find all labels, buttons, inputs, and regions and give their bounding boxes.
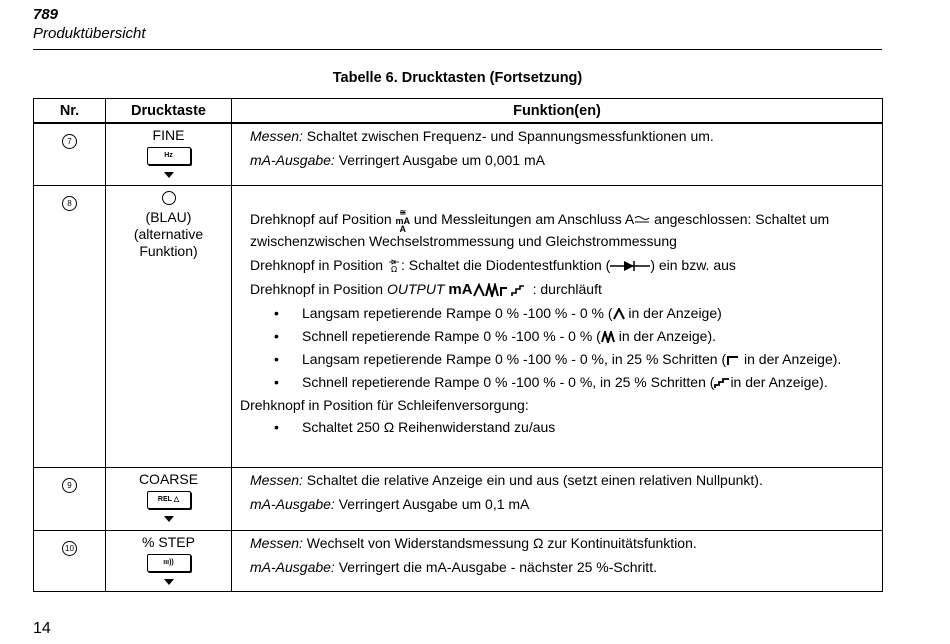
continuity-key-icon: ııı)) [147, 554, 191, 572]
function-line: Messen: Schaltet die relative Anzeige ein und aus (setzt einen relativen Nullpunkt). [250, 471, 763, 488]
item-number: 8 [62, 196, 77, 211]
key-label: (BLAU) [145, 208, 192, 225]
document-subtitle: Produktübersicht [33, 25, 146, 42]
down-arrow-icon [164, 579, 174, 585]
mA-ac-dc-symbol: ≅ mA A [395, 207, 411, 234]
function-line: mA-Ausgabe: Verringert die mA-Ausgabe - nächster 25 %-Schritt. [250, 558, 657, 575]
function-line: Messen: Schaltet zwischen Frequenz- und Spannungsmessfunktionen um. [250, 128, 714, 144]
item-number: 10 [62, 541, 77, 556]
fast-step-icon [714, 377, 730, 389]
key-label: FINE [152, 127, 185, 143]
key-label: COARSE [138, 470, 199, 487]
list-item: • Langsam repetierende Rampe 0 % -100 % - 0 % ( in der Anzeige) [274, 304, 722, 321]
function-line: mA-Ausgabe: Verringert Ausgabe um 0,001 mA [250, 152, 545, 168]
blue-key-icon [162, 191, 176, 205]
list-item: • Schnell repetierende Rampe 0 % -100 % - 0 %, in 25 % Schritten ( in der Anzeige). [274, 373, 828, 390]
hz-key-icon: Hz [147, 147, 191, 165]
function-line: Messen: Wechselt von Widerstandsmessung Ω zur Kontinuitätsfunktion. [250, 534, 697, 551]
function-line: Drehknopf in Position Ω : Schaltet die Diodentestfunktion ( ) ein bzw. aus [250, 256, 736, 273]
item-number: 9 [62, 478, 77, 493]
ac-dc-icon [634, 215, 650, 225]
function-line: Drehknopf in Position für Schleifenversorgung: [240, 396, 529, 413]
key-label: Funktion) [139, 242, 198, 259]
table-caption: Tabelle 6. Drucktasten (Fortsetzung) [332, 70, 583, 86]
slow-ramp-icon [613, 308, 625, 320]
key-label: (alternative [133, 225, 204, 242]
col-header-function: Funktion(en) [232, 99, 883, 124]
function-line: mA-Ausgabe: Verringert Ausgabe um 0,1 mA [250, 495, 530, 512]
pushbutton-table [33, 98, 883, 592]
function-line: Drehknopf in Position OUTPUT mA : durchläuft [250, 280, 602, 298]
table-row [34, 467, 883, 530]
col-header-key: Drucktaste [106, 99, 232, 124]
col-header-nr: Nr. [34, 99, 106, 124]
down-arrow-icon [164, 516, 174, 522]
table-header-row [34, 99, 883, 124]
list-item: • Schaltet 250 Ω Reihenwiderstand zu/aus [274, 418, 556, 435]
down-arrow-icon [164, 172, 174, 178]
key-label: % STEP [142, 533, 195, 550]
item-number: 7 [62, 134, 77, 149]
table-row [34, 530, 883, 591]
slow-step-icon [726, 354, 740, 366]
output-modes-icon [473, 283, 533, 297]
table-row [34, 123, 883, 185]
table-row [34, 185, 883, 467]
list-item: • Langsam repetierende Rampe 0 % -100 % - 0 %, in 25 % Schritten ( in der Anzeige). [274, 350, 842, 367]
list-item: • Schnell repetierende Rampe 0 % -100 % - 0 % ( in der Anzeige). [274, 327, 716, 344]
rel-key-icon: REL △ [147, 491, 191, 509]
header-rule [33, 49, 882, 50]
document-model: 789 [33, 6, 59, 23]
svg-text:Ω: Ω [390, 264, 398, 273]
page-number: 14 [33, 620, 51, 637]
diode-icon [610, 260, 650, 272]
function-line: Drehknopf auf Position ≅ mA A und Messleitungen am Anschluss A angeschlossen: Schaltet um zwischenzwischen Wechselstrommessung und Gleichstrommessung [250, 207, 830, 249]
fast-ramp-icon [601, 331, 615, 343]
diode-ohm-icon [387, 259, 401, 273]
